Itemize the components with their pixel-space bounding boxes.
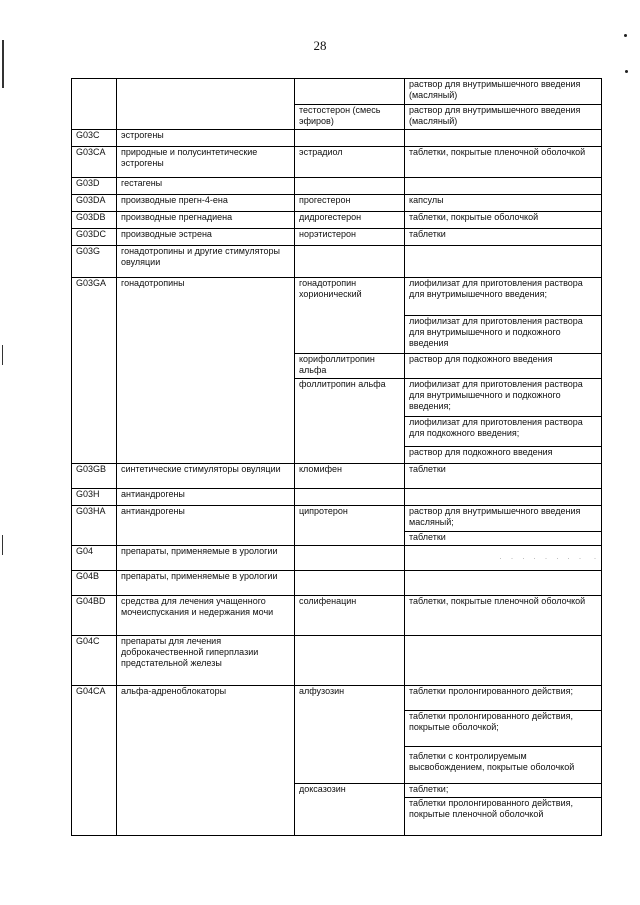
group-name-cell: гонадотропины: [117, 278, 295, 464]
dosage-form-cell: таблетки, покрытые оболочкой: [405, 212, 602, 229]
dosage-form-cell: [405, 636, 602, 686]
table-row: [72, 130, 602, 147]
dosage-form-cell: [405, 571, 602, 596]
drug-cell: прогестерон: [295, 195, 405, 212]
group-name-cell: препараты, применяемые в урологии: [117, 571, 295, 596]
atc-code-cell: G03DB: [72, 212, 117, 229]
scan-noise: · · · · · · · · ·: [499, 556, 598, 562]
table-row: [72, 147, 602, 178]
table-row: [72, 79, 602, 105]
drug-cell: корифоллитропин альфа: [295, 354, 405, 379]
group-name-cell: природные и полусинтетические эстрогены: [117, 147, 295, 178]
group-name-cell: антиандрогены: [117, 506, 295, 546]
drug-cell: [295, 571, 405, 596]
atc-code-cell: G04: [72, 546, 117, 571]
table-row: [72, 571, 602, 596]
group-name-cell: [117, 79, 295, 130]
atc-code-cell: G03C: [72, 130, 117, 147]
drug-cell: эстрадиол: [295, 147, 405, 178]
page-number: 28: [313, 38, 327, 53]
atc-code-cell: G04CA: [72, 686, 117, 836]
scan-edge-mark: [2, 345, 3, 365]
atc-code-cell: G03DC: [72, 229, 117, 246]
group-name-cell: препараты для лечения доброкачественной гиперплазии предстательной железы: [117, 636, 295, 686]
dosage-form-cell: [405, 546, 602, 571]
drug-cell: норэтистерон: [295, 229, 405, 246]
scan-speck: [624, 34, 627, 37]
drug-cell: солифенацин: [295, 596, 405, 636]
group-name-cell: гонадотропины и другие стимуляторы овуляции: [117, 246, 295, 278]
drug-cell: кломифен: [295, 464, 405, 489]
dosage-form-cell: таблетки: [405, 532, 602, 546]
dosage-form-cell: таблетки пролонгированного действия;: [405, 686, 602, 711]
group-name-cell: альфа-адреноблокаторы: [117, 686, 295, 836]
table-row: [72, 686, 602, 711]
table-row: [72, 489, 602, 506]
group-name-cell: производные прегн-4-ена: [117, 195, 295, 212]
dosage-form-cell: лиофилизат для приготовления раствора для внутримышечного и подкожного введения: [405, 316, 602, 354]
drug-cell: [295, 636, 405, 686]
atc-code-cell: G03G: [72, 246, 117, 278]
drug-cell: [295, 79, 405, 105]
table-row: [72, 636, 602, 686]
atc-code-cell: G03CA: [72, 147, 117, 178]
drug-cell: [295, 178, 405, 195]
scan-speck: [625, 70, 628, 73]
table-row: [72, 246, 602, 278]
group-name-cell: эстрогены: [117, 130, 295, 147]
group-name-cell: производные эстрена: [117, 229, 295, 246]
drug-cell: дидрогестерон: [295, 212, 405, 229]
dosage-form-cell: таблетки с контролируемым высвобождением, покрытые оболочкой: [405, 747, 602, 784]
drug-cell: [295, 489, 405, 506]
dosage-form-cell: раствор для внутримышечного введения масляный;: [405, 506, 602, 532]
atc-code-cell: G03GB: [72, 464, 117, 489]
group-name-cell: производные прегнадиена: [117, 212, 295, 229]
group-name-cell: гестагены: [117, 178, 295, 195]
atc-code-cell: G04B: [72, 571, 117, 596]
table-row: [72, 178, 602, 195]
dosage-form-cell: [405, 178, 602, 195]
drug-classification-table: [71, 78, 602, 836]
atc-code-cell: G03DA: [72, 195, 117, 212]
dosage-form-cell: [405, 246, 602, 278]
dosage-form-cell: раствор для подкожного введения: [405, 447, 602, 464]
dosage-form-cell: лиофилизат для приготовления раствора для внутримышечного и подкожного введения;: [405, 379, 602, 417]
dosage-form-cell: лиофилизат для приготовления раствора для подкожного введения;: [405, 417, 602, 447]
table-row: [72, 596, 602, 636]
drug-cell: фоллитропин альфа: [295, 379, 405, 464]
atc-code-cell: G03D: [72, 178, 117, 195]
table-row: [72, 212, 602, 229]
atc-code-cell: G04BD: [72, 596, 117, 636]
scan-edge-mark: [2, 40, 4, 88]
drug-cell: доксазозин: [295, 784, 405, 836]
atc-code-cell: G03GA: [72, 278, 117, 464]
group-name-cell: синтетические стимуляторы овуляции: [117, 464, 295, 489]
atc-code-cell: G03HA: [72, 506, 117, 546]
table-row: [72, 195, 602, 212]
drug-cell: [295, 546, 405, 571]
table-row: [72, 506, 602, 532]
table-row: [72, 546, 602, 571]
dosage-form-cell: таблетки, покрытые пленочной оболочкой: [405, 147, 602, 178]
dosage-form-cell: таблетки пролонгированного действия, покрытые оболочкой;: [405, 711, 602, 747]
dosage-form-cell: раствор для внутримышечного введения (масляный): [405, 79, 602, 105]
group-name-cell: средства для лечения учащенного мочеиспускания и недержания мочи: [117, 596, 295, 636]
group-name-cell: антиандрогены: [117, 489, 295, 506]
group-name-cell: препараты, применяемые в урологии: [117, 546, 295, 571]
atc-code-cell: G04C: [72, 636, 117, 686]
dosage-form-cell: таблетки: [405, 464, 602, 489]
dosage-form-cell: таблетки пролонгированного действия, покрытые пленочной оболочкой: [405, 798, 602, 836]
dosage-form-cell: [405, 130, 602, 147]
dosage-form-cell: капсулы: [405, 195, 602, 212]
dosage-form-cell: таблетки;: [405, 784, 602, 798]
dosage-form-cell: лиофилизат для приготовления раствора для внутримышечного введения;: [405, 278, 602, 316]
drug-cell: ципротерон: [295, 506, 405, 546]
dosage-form-cell: раствор для подкожного введения: [405, 354, 602, 379]
table-row: [72, 278, 602, 316]
dosage-form-cell: таблетки, покрытые пленочной оболочкой: [405, 596, 602, 636]
drug-cell: алфузозин: [295, 686, 405, 784]
table-row: [72, 229, 602, 246]
dosage-form-cell: таблетки: [405, 229, 602, 246]
dosage-form-cell: раствор для внутримышечного введения (масляный): [405, 105, 602, 130]
atc-code-cell: [72, 79, 117, 130]
drug-cell: тестостерон (смесь эфиров): [295, 105, 405, 130]
drug-cell: [295, 246, 405, 278]
atc-code-cell: G03H: [72, 489, 117, 506]
table-row: [72, 464, 602, 489]
scan-edge-mark: [2, 535, 3, 555]
drug-cell: гонадотропин хорионический: [295, 278, 405, 354]
drug-cell: [295, 130, 405, 147]
dosage-form-cell: [405, 489, 602, 506]
